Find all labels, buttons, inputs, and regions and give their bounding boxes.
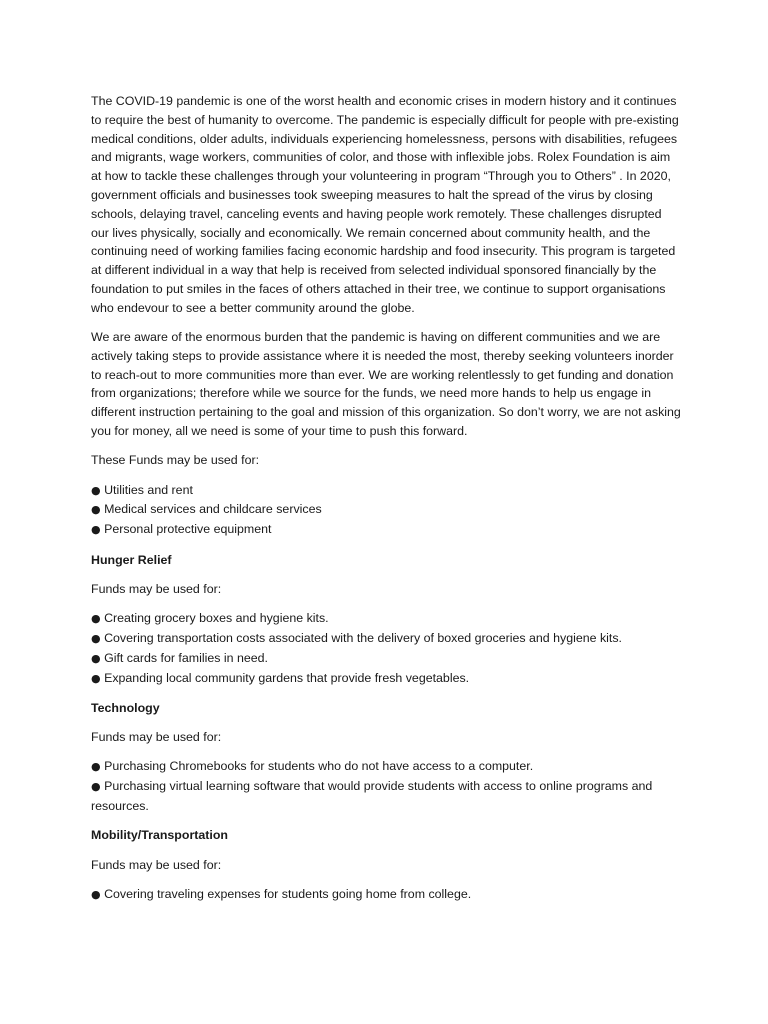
- list-item: [91, 481, 681, 501]
- document-page: [91, 92, 681, 915]
- list-item: [91, 520, 681, 540]
- general-funds-list: [91, 481, 681, 540]
- technology-funds-intro: Funds may be used for:: [91, 730, 222, 745]
- technology-list: [91, 757, 681, 815]
- bullet-icon: ●: [91, 503, 101, 517]
- list-item: [91, 609, 681, 629]
- list-item: [91, 629, 681, 649]
- list-item: [91, 777, 681, 816]
- list-item-text: Medical services and childcare services: [104, 502, 322, 517]
- list-item-text: Gift cards for families in need.: [104, 650, 268, 665]
- list-item: [91, 669, 681, 689]
- list-item-text: Covering traveling expenses for students going home from college.: [104, 886, 472, 901]
- list-item-text: Covering transportation costs associated with the delivery of boxed groceries and hygiene kits.: [104, 630, 622, 645]
- bullet-icon: ●: [91, 887, 101, 901]
- list-item: [91, 500, 681, 520]
- funds-intro: These Funds may be used for:: [91, 453, 260, 468]
- bullet-icon: ●: [91, 483, 101, 497]
- list-item: [91, 649, 681, 669]
- hunger-relief-list: [91, 609, 681, 688]
- list-item-text: Expanding local community gardens that provide fresh vegetables.: [104, 670, 470, 685]
- bullet-icon: ●: [91, 651, 101, 665]
- bullet-icon: ●: [91, 671, 101, 685]
- list-item-text: Purchasing virtual learning software that would provide students with access to online programs and resources.: [91, 779, 653, 813]
- list-item: [91, 885, 681, 905]
- list-item-text: Utilities and rent: [104, 482, 193, 497]
- bullet-icon: ●: [91, 760, 101, 774]
- intro-paragraph-1: The COVID-19 pandemic is one of the worst health and economic crises in modern history and it continues to require the best of humanity to overcome. The pandemic is especially difficult for people with pre-existing medical conditions, older adults, individuals experiencing homelessness, persons with disabilities, refugees and migrants, wage workers, communities of color, and those with inflexible jobs. Rolex Foundation is aim at how to tackle these challenges through your volunteering in program “Through you to Others” . In 2020, government officials and businesses took sweeping measures to halt the spread of the virus by closing schools, delaying travel, canceling events and having people work remotely. These challenges disrupted our lives physically, socially and economically. We remain concerned about community health, and the continuing need of working families facing economic hardship and food insecurity. This program is targeted at different individual in a way that help is received from selected individual sponsored financially by the foundation to put smiles in the faces of others attached in their tree, we continue to support organisations who endevour to see a better community around the globe.: [91, 94, 679, 315]
- hunger-relief-heading: Hunger Relief: [91, 552, 172, 567]
- list-item-text: Personal protective equipment: [104, 522, 272, 537]
- bullet-icon: ●: [91, 523, 101, 537]
- mobility-list: [91, 885, 681, 905]
- list-item-text: Creating grocery boxes and hygiene kits.: [104, 611, 329, 626]
- bullet-icon: ●: [91, 612, 101, 626]
- intro-paragraph-2: We are aware of the enormous burden that the pandemic is having on different communities and we are actively taking steps to provide assistance where it is needed the most, thereby seeking volunteers inorder to reach-out to more communities more than ever. We are working relentlessly to get funding and donation from organizations; therefore while we source for the funds, we need more hands to help us engage in different instruction pertaining to the goal and mission of this organization. So don’t worry, we are not asking you for money, all we need is some of your time to push this forward.: [91, 330, 681, 439]
- list-item: [91, 757, 681, 777]
- mobility-heading: Mobility/Transportation: [91, 828, 228, 843]
- bullet-icon: ●: [91, 780, 101, 794]
- technology-heading: Technology: [91, 700, 160, 715]
- bullet-icon: ●: [91, 631, 101, 645]
- list-item-text: Purchasing Chromebooks for students who do not have access to a computer.: [104, 759, 534, 774]
- mobility-funds-intro: Funds may be used for:: [91, 857, 222, 872]
- hunger-relief-funds-intro: Funds may be used for:: [91, 581, 222, 596]
